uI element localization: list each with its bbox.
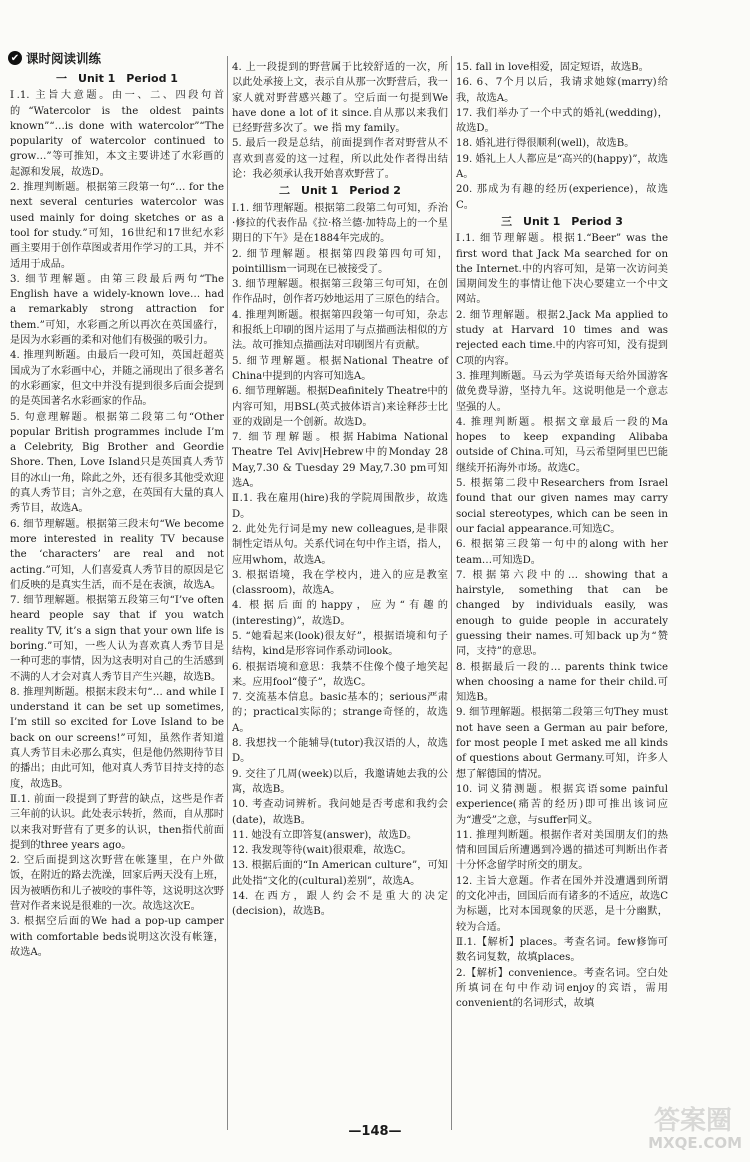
answer-entry: 5. 根据第二段中Researchers from Israel found that our given names may carry social stereotypes, which can be seen in our facial appearance.可知选C。 bbox=[456, 478, 668, 535]
answer-entry: Ⅱ.1.【解析】places。考查名词。few修饰可数名词复数，故填places。 bbox=[456, 936, 668, 964]
answer-entry: 10. 考查动词辨析。我问她是否考虑和我约会(date)，故选B。 bbox=[232, 799, 448, 826]
answer-entry: 3. 细节理解题。由第三段最后两句“The English have a widely-known love… had a remarkably strong attraction for them.”可知，水彩画之所以再次在英国盛行，是因为水彩画的柔和对他们有极强的吸引力。 bbox=[10, 273, 224, 347]
answer-entry: 3. 根据语境，我在学校内，进入的应是教室(classroom)，故选A。 bbox=[232, 569, 448, 597]
column-divider bbox=[451, 56, 452, 1130]
answer-entry: 3. 推理判断题。马云为学英语每天给外国游客做免费导游，坚持九年。这说明他是一个意志坚强的人。 bbox=[456, 370, 668, 413]
answer-entry: 3. 细节理解题。根据第三段第三句可知，在创作作品时，创作者巧妙地运用了三原色的结合。 bbox=[232, 279, 448, 306]
answer-entry: 6. 细节理解题。根据Deafinitely Theatre中的内容可知，用BSL(英式披体语言)来诠释莎士比亚的戏剧是一个创新。故选D。 bbox=[232, 386, 448, 428]
answer-entry: 4. 推理判断题。根据文章最后一段的Ma hopes to keep expanding Alibaba outside of China.可知，马云希望阿里巴巴能继续开拓海外市场。故选C。 bbox=[456, 416, 668, 474]
answer-entry: 3. 根据空后面的We had a pop-up camper with comfortable beds说明这次没有帐篷，故选A。 bbox=[10, 916, 224, 958]
answer-entry: 8. 根据最后一段的… parents think twice when choosing a name for their child.可知选B。 bbox=[456, 661, 668, 704]
answer-entry: 7. 交流基本信息。basic基本的；serious严肃的；practical实际的；strange奇怪的，故选A。 bbox=[232, 692, 448, 734]
answer-entry: 13. 根据后面的“In American culture”，可知此处指“文化的(cultural)差别”，故选A。 bbox=[232, 860, 448, 887]
section-header-title: 课时阅读训练 bbox=[26, 51, 102, 66]
answer-entry: 8. 我想找一个能辅导(tutor)我汉语的人，故选D。 bbox=[232, 738, 448, 765]
answer-entry: 10. 词义猜测题。根据宾语some painful experience(痛苦的经历)即可推出该词应为“遭受”之意，与suffer同义。 bbox=[456, 783, 668, 826]
answer-entry: 5. 最后一段是总结，前面提到作者对野营从不喜欢到喜爱的这一过程，所以此处作者得出结论：我必须承认我开始喜欢野营了。 bbox=[232, 138, 448, 181]
answer-entry: 4. 推理判断题。根据第四段第一句可知，杂志和报纸上印刷的图片运用了与点描画法相似的方法。故可推知点描画法对印刷图片有贡献。 bbox=[232, 309, 448, 352]
answer-entry: 5. “她看起来(look)很友好”，根据语境和句子结构，kind是形容词作系动词look。 bbox=[232, 630, 448, 658]
column-divider bbox=[227, 56, 228, 1130]
answer-entry: 18. 婚礼进行得很顺利(well)，故选B。 bbox=[456, 138, 635, 150]
unit-heading: 二 Unit 1 Period 2 bbox=[279, 184, 401, 198]
answer-entry: 8. 推理判断题。根据末段末句“… and while I understand it can be set up sometimes, I’m still so excited for Love Island to be back on our screens!”可知，虽然作者知道真人秀节目未必那么真实，但是他仍然期待节目的播出；由此可知，他对真人秀节目持支持的态度，故选B。 bbox=[10, 686, 224, 790]
answer-column-1 bbox=[10, 70, 224, 960]
answer-entry: 7. 根据第六段中的… showing that a hairstyle, something that can be changed by individuals easily, was enough to guide people in accurately guessing their names.可知back up为“赞同，支持”的意思。 bbox=[456, 569, 668, 658]
answer-entry: Ⅰ.1. 细节理解题。根据第二段第二句可知，乔治·修拉的代表作品《拉·格兰德·加特岛上的一个星期日的下午》是在1884年完成的。 bbox=[232, 202, 448, 245]
answer-entry: 4. 上一段提到的野营属于比较舒适的一次，所以此处承接上文，表示自从那一次野营后，我一家人就对野营感兴趣了。空后面一句提到We have done a lot of it since.自从那以来我们已经野营多次了。we 指 my family。 bbox=[232, 62, 448, 135]
answer-entry: 6. 细节理解题。根据第三段末句“We become more interested in reality TV because the ‘characters’ are real and not acting.”可知，人们喜爱真人秀节目的原因是它们反映的是真实生活，而不是在表演，故选A。 bbox=[10, 518, 224, 591]
answer-entry: 12. 我发现等待(wait)很艰难，故选C。 bbox=[232, 845, 412, 857]
watermark-bottom-text: MXQE.COM bbox=[648, 1134, 742, 1152]
answer-entry: 19. 婚礼上人人都应是“高兴的(happy)”，故选A。 bbox=[456, 153, 668, 181]
answer-column-2 bbox=[232, 60, 448, 920]
answer-entry: 4. 根据后面的happy，应为“有趣的(interesting)”，故选D。 bbox=[232, 600, 448, 627]
section-header bbox=[8, 49, 168, 67]
unit-heading: 三 Unit 1 Period 3 bbox=[501, 214, 623, 228]
answer-entry: 2. 空后面提到这次野营在帐篷里，在户外做饭，在附近的路去洗澡，回家后两天没有上班，因为被晒伤和儿子被咬的事件等，这说明这次野营对作者来说是很难的一次。故选这次E。 bbox=[10, 855, 224, 913]
answer-entry: Ⅰ.1. 细节理解题。根据1.“Beer” was the first word that Jack Ma searched for on the Internet.中的内容可知，是第一次访问美国期间发生的事情让他下决心要建立一个中文网站。 bbox=[456, 233, 668, 306]
answer-entry: 14. 在西方，跟人约会不是重大的决定(decision)，故选B。 bbox=[232, 891, 448, 918]
page-number: —148— bbox=[348, 1124, 402, 1139]
answer-entry: 20. 那成为有趣的经历(experience)，故选C。 bbox=[456, 184, 668, 211]
answer-entry: 9. 交往了几周(week)以后，我邀请她去我的公寓，故选B。 bbox=[232, 768, 448, 795]
answer-entry: 7. 细节理解题。根据第五段第三句“I’ve often heard people say that if you watch reality TV, it’s a sign that your own life is boring.”可知，一些人认为喜欢真人秀节目是一种可悲的事情，因为这表明对自己的生活感到不满的人才会对真人秀节目产生兴趣，故选B。 bbox=[10, 595, 224, 683]
watermark-top-text: 答案圈 bbox=[653, 1106, 732, 1136]
answer-entry: 5. 细节理解题。根据National Theatre of China中提到的内容可知选A。 bbox=[232, 355, 448, 382]
unit-heading: 一 Unit 1 Period 1 bbox=[56, 72, 178, 85]
answer-entry: 11. 推理判断题。根据作者对美国朋友们的热情和回国后所遭遇到冷遇的描述可判断出作者十分怀念留学时所交的朋友。 bbox=[456, 829, 668, 872]
answer-entry: 2. 此处先行词是my new colleagues,是非限制性定语从句。关系代词在句中作主语，指人，应用whom，故选A。 bbox=[232, 523, 448, 566]
answer-entry: 11. 她没有立即答复(answer)，故选D。 bbox=[232, 829, 418, 841]
answer-entry: 6. 根据第三段第一句中的along with her team…可知选D。 bbox=[456, 539, 668, 566]
answer-entry: 6. 根据语境和意思：我禁不住像个傻子地笑起来。应用fool“傻子”，故选C。 bbox=[232, 661, 448, 688]
answer-entry: 4. 推理判断题。由最后一段可知，英国赶超英国成为了水彩画中心，并随之涌现出了很多著名的水彩画家，但文中并没有提到很多后面会提到的是英国著名水彩画家的作品。 bbox=[10, 350, 224, 408]
answer-entry: Ⅱ.1. 我在雇用(hire)我的学院周围散步，故选D。 bbox=[232, 493, 448, 520]
answer-entry: 2.【解析】convenience。考查名词。空白处所填词在句中作动词enjoy的宾语，需用convenient的名词形式，故填 bbox=[456, 967, 668, 1010]
answer-entry: 16. 6、7个月以后，我请求她嫁(marry)给我，故选A。 bbox=[456, 77, 668, 104]
answer-entry: Ⅱ.1. 前面一段提到了野营的缺点，这些是作者三年前的认识。此处表示转折，然而，自从那时以来我对野营有了更多的认识，then指代前面提到的three years ago。 bbox=[10, 793, 224, 851]
answer-entry: 2. 细节理解题。根据2.Jack Ma applied to study at Harvard 10 times and was rejected each time.中的内容可知，没有提到C项的内容。 bbox=[456, 309, 668, 367]
answer-column-3 bbox=[456, 60, 668, 1011]
answer-entry: 12. 主旨大意题。作者在国外并没遭遇到所谓的文化冲击，回国后而有诸多的不适应，故选C为标题，比对本国现象的厌恶，是十分幽默，较为合适。 bbox=[456, 875, 668, 933]
answer-entry: Ⅰ.1. 主旨大意题。由一、二、四段句首的“Watercolor is the oldest paints known”“…is done with watercolor”“The popularity of watercolor continued to grow…”等可推知，本文主要讲述了水彩画的起源和发展，故选D。 bbox=[10, 90, 224, 178]
check-circle-icon: ✔ bbox=[8, 51, 22, 65]
answer-entry: 2. 细节理解题。根据第四段第四句可知，pointillism一词现在已被接受了。 bbox=[232, 248, 448, 275]
answer-entry: 2. 推理判断题。根据第三段第一句“… for the next several centuries watercolor was used mainly for doing sketches or as a tool for study.”可知，16世纪和17世纪水彩画主要用于创作草图或者用作学习的工具，并不适用于成品。 bbox=[10, 182, 224, 270]
answer-entry: 7. 细节理解题。根据Habima National Theatre Tel Aviv|Hebrew中的Monday 28 May,7.30 & Tuesday 29 May,7.30 pm可知选A。 bbox=[232, 432, 448, 490]
answer-entry: 15. fall in love相爱，固定短语，故选B。 bbox=[456, 62, 649, 73]
answer-entry: 9. 细节理解题。根据第二段第三句They must not have seen a German au pair before, for most people I met asked me all kinds of questions about Germany.可知，许多人想了解德国的情况。 bbox=[456, 707, 668, 780]
watermark-logo bbox=[612, 1100, 742, 1152]
answer-entry: 17. 我们举办了一个中式的婚礼(wedding)，故选D。 bbox=[456, 107, 668, 135]
answer-entry: 5. 句意理解题。根据第二段第二句“Other popular British programmes include I’m a Celebrity, Big Brother and Geordie Shore. Then, Love Island只是英国真人秀节目的冰山一角，除此之外，还有很多其他受欢迎的真人秀节目；言外之意，在英国有大量的真人秀节目，故选A。 bbox=[10, 411, 224, 515]
